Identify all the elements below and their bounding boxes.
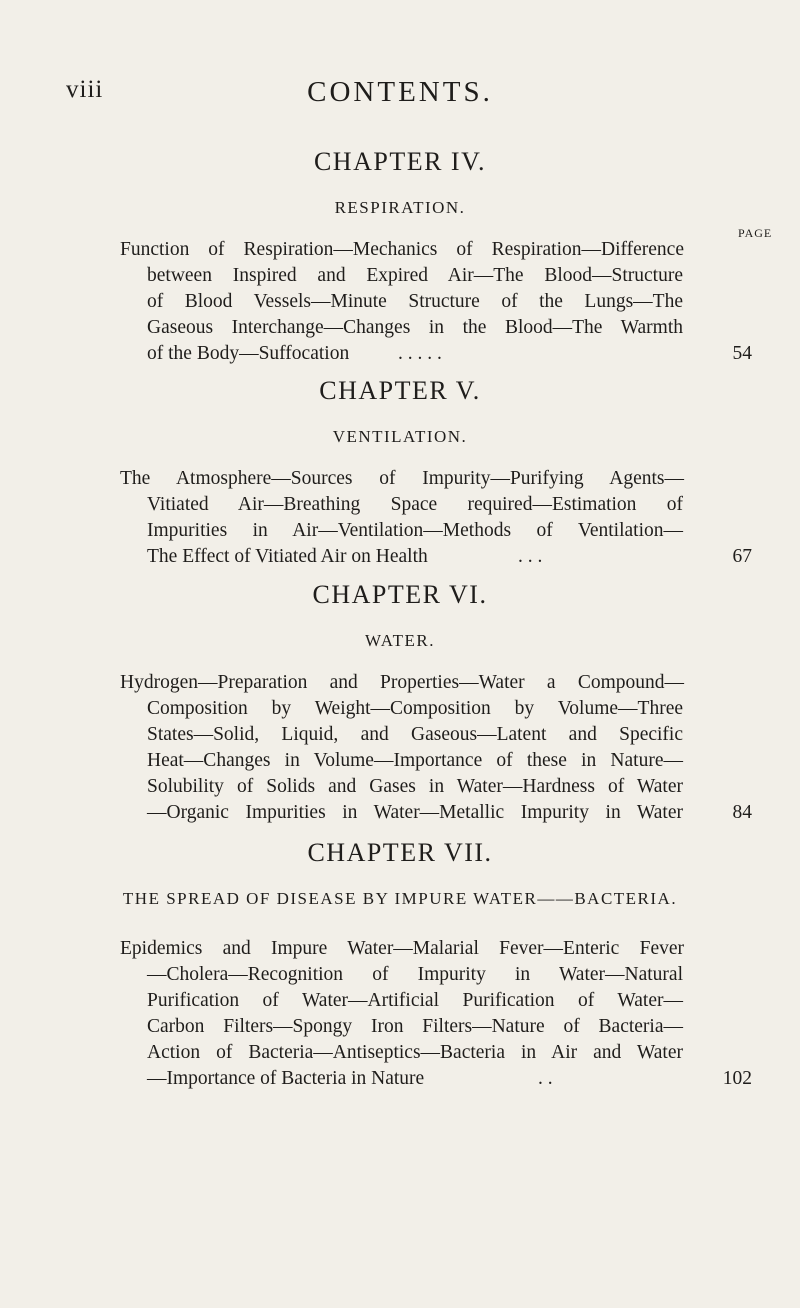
- running-head: [0, 76, 800, 112]
- entry-line: of the Body—Suffocation: [147, 343, 350, 364]
- chapter-subtitle: RESPIRATION.: [334, 198, 466, 217]
- chapter-heading: CHAPTER V.: [319, 376, 481, 405]
- entry-line: Action of Bacteria—Antiseptics—Bacteria in Air and Water: [147, 1042, 683, 1063]
- entry-line: between Inspired and Expired Air—The Blood—Structure: [147, 265, 683, 286]
- page-folio: viii: [66, 76, 104, 103]
- entry-line: The Effect of Vitiated Air on Health: [147, 546, 428, 567]
- entry-line: —Importance of Bacteria in Nature: [147, 1068, 425, 1089]
- entry-line: Heat—Changes in Volume—Importance of these in Nature—: [147, 750, 683, 771]
- page-number: 102: [722, 1068, 752, 1089]
- chapter-subtitle: WATER.: [365, 631, 435, 650]
- entry-line: Impurities in Air—Ventilation—Methods of Ventilation—: [147, 520, 683, 541]
- entry-line: —Cholera—Recognition of Impurity in Water—Natural: [147, 964, 683, 985]
- entry-line: of Blood Vessels—Minute Structure of the Lungs—The: [147, 291, 683, 312]
- entry-line: Carbon Filters—Spongy Iron Filters—Nature of Bacteria—: [147, 1016, 683, 1037]
- chapter-subtitle: THE SPREAD OF DISEASE BY IMPURE WATER——BACTERIA.: [122, 889, 678, 908]
- entry-line: Vitiated Air—Breathing Space required—Estimation of: [147, 494, 683, 515]
- chapter-subtitle: VENTILATION.: [332, 427, 468, 446]
- entry-line: Hydrogen—Preparation and Properties—Water a Compound—: [120, 672, 684, 693]
- entry-line: Gaseous Interchange—Changes in the Blood—The Warmth: [147, 317, 683, 338]
- entry-line: Purification of Water—Artificial Purification of Water—: [147, 990, 683, 1011]
- page-column-label: PAGE: [738, 226, 773, 240]
- page-number: 84: [732, 802, 752, 823]
- dot-leader: . . .: [518, 546, 543, 567]
- entry-line: Composition by Weight—Composition by Volume—Three: [147, 698, 683, 719]
- chapter-heading: CHAPTER VII.: [307, 838, 493, 867]
- contents-title: CONTENTS.: [307, 76, 493, 108]
- entry-line: The Atmosphere—Sources of Impurity—Purifying Agents—: [120, 468, 684, 489]
- entry-line: Solubility of Solids and Gases in Water—Hardness of Water: [147, 776, 683, 797]
- page-number: 54: [732, 343, 752, 364]
- chapter-heading: CHAPTER VI.: [312, 580, 488, 609]
- entry-line: States—Solid, Liquid, and Gaseous—Latent and Specific: [147, 724, 683, 745]
- page-number: 67: [732, 546, 752, 567]
- chapter-heading: CHAPTER IV.: [313, 147, 487, 176]
- entry-line: Epidemics and Impure Water—Malarial Fever—Enteric Fever: [120, 938, 684, 959]
- entry-line: Function of Respiration—Mechanics of Respiration—Difference: [120, 239, 684, 260]
- dot-leader: . .: [538, 1068, 553, 1089]
- dot-leader: . . . . .: [398, 343, 442, 364]
- entry-line: —Organic Impurities in Water—Metallic Impurity in Water: [147, 802, 683, 823]
